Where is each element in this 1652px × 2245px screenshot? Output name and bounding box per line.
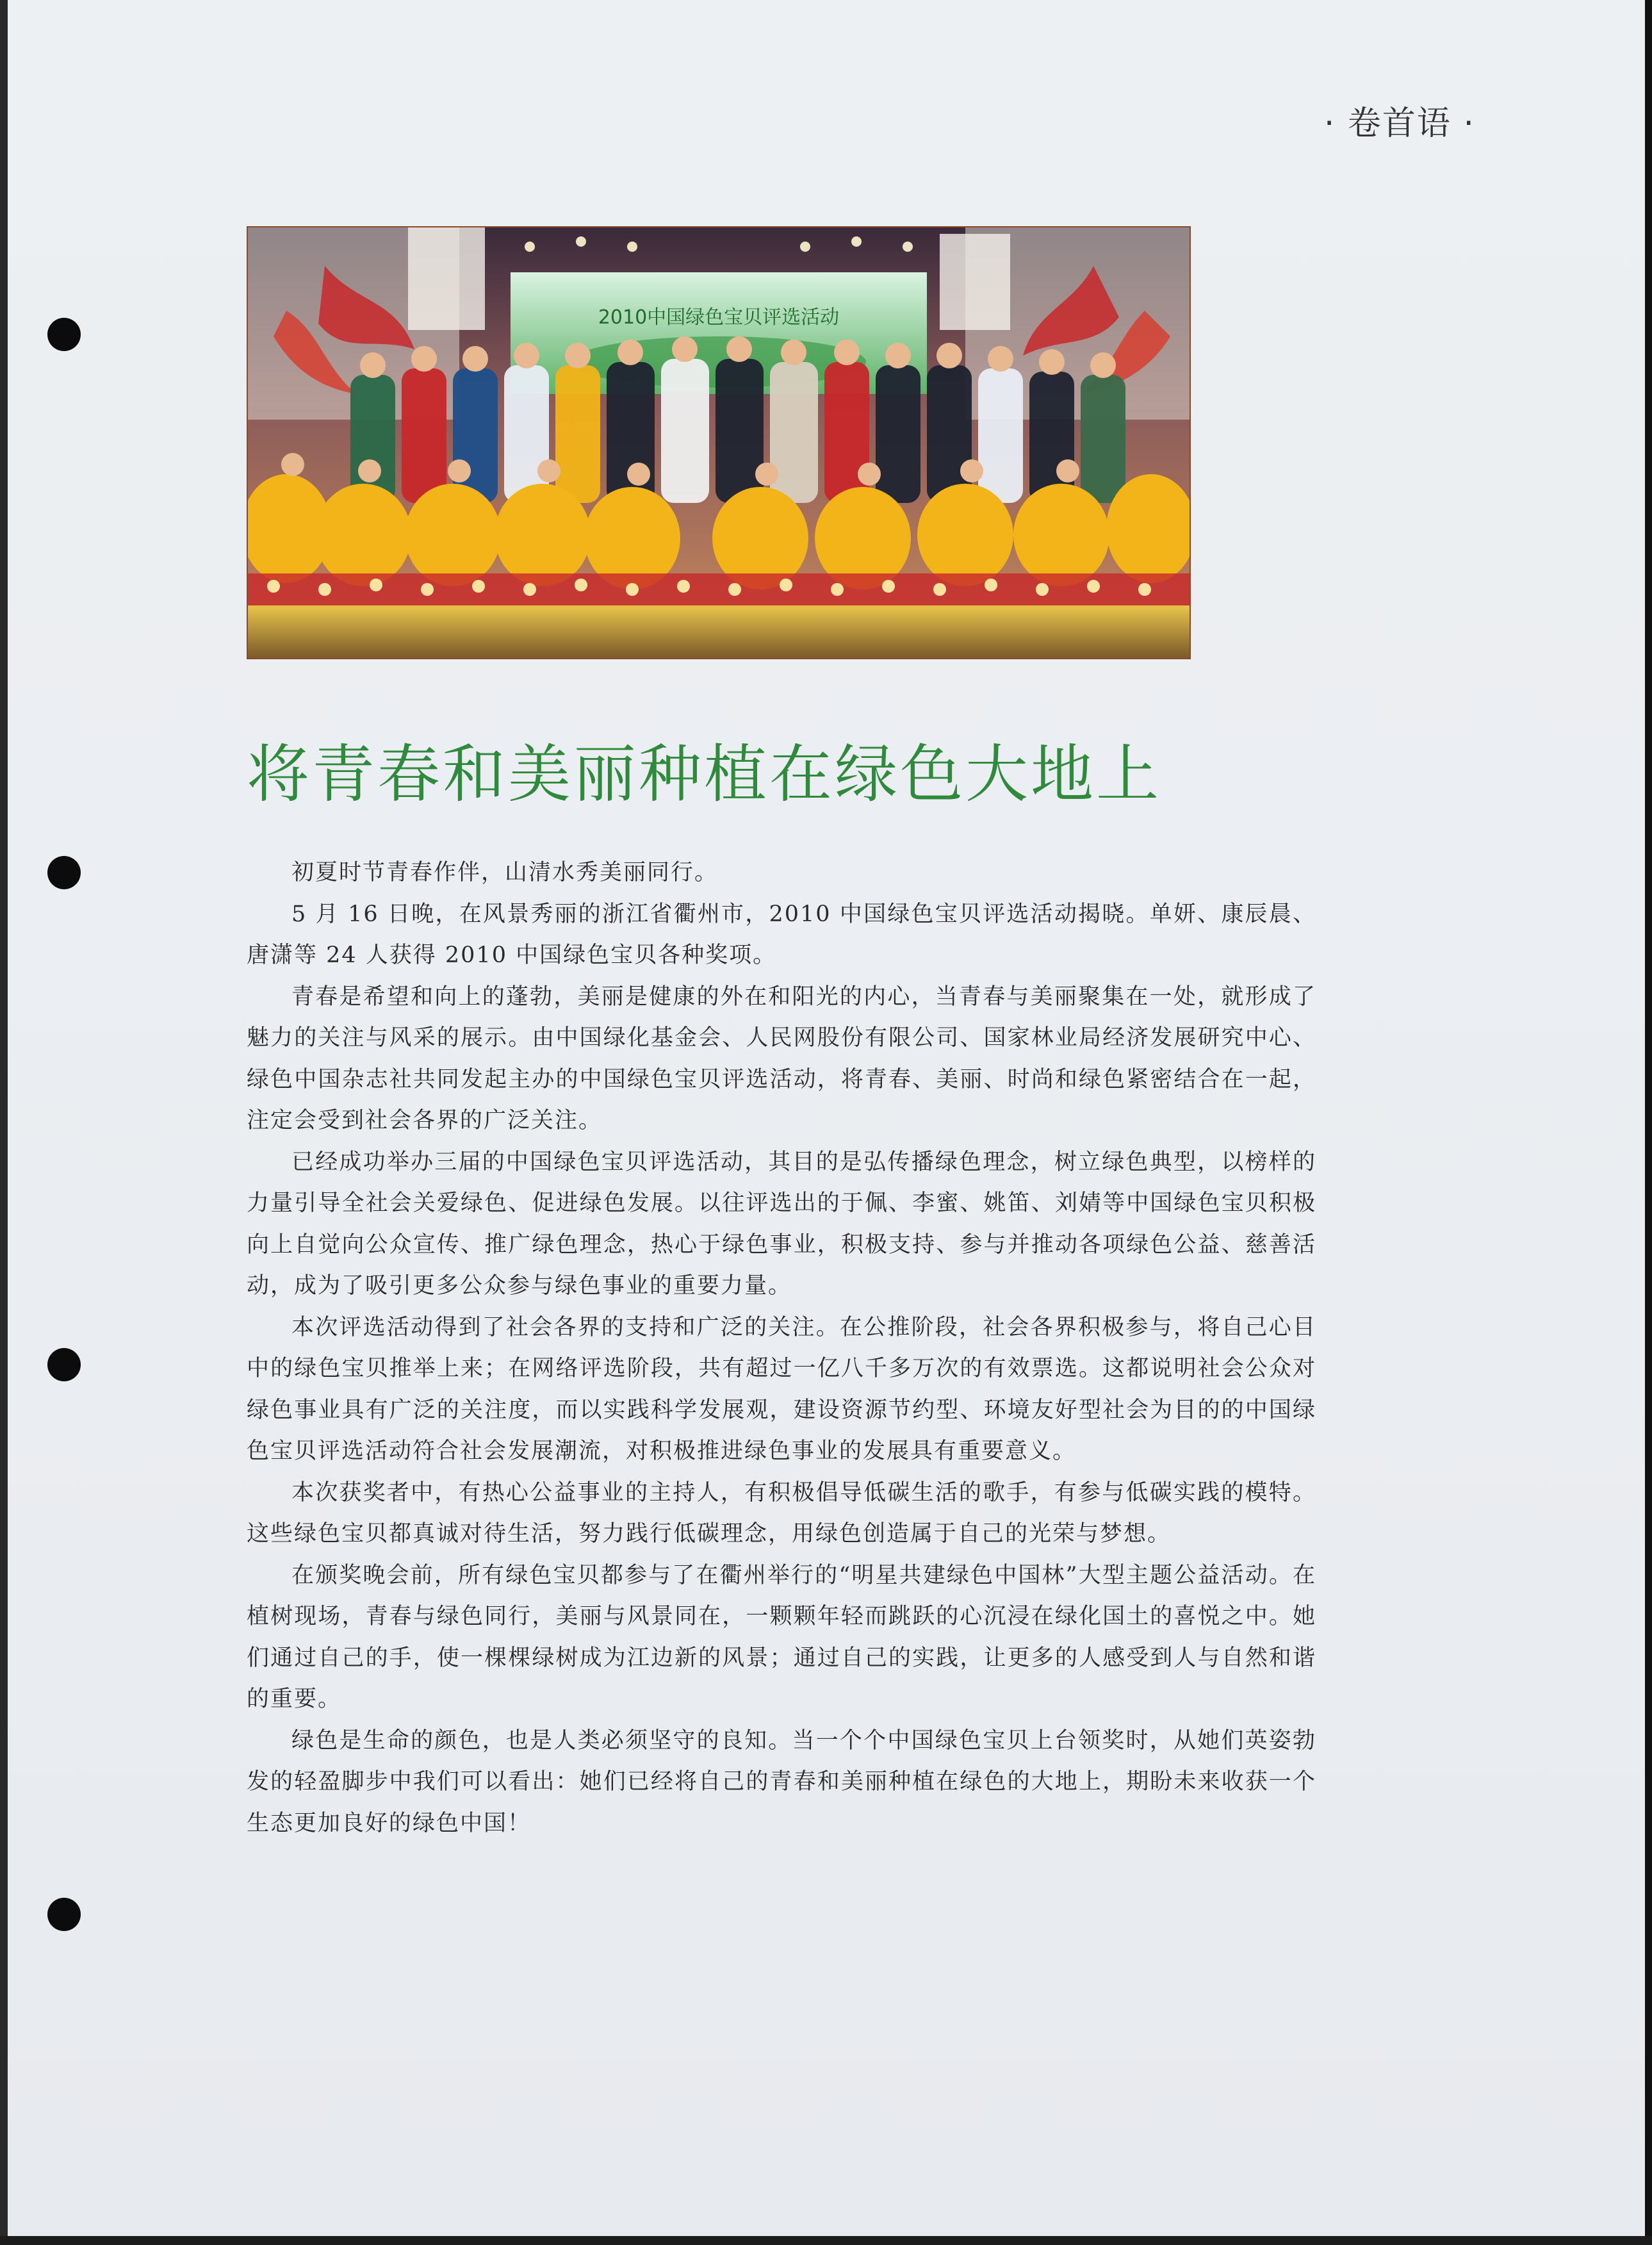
paragraph: 青春是希望和向上的蓬勃，美丽是健康的外在和阳光的内心，当青春与美丽聚集在一处，就形成了魅力的关注与风采的展示。由中国绿化基金会、人民网股份有限公司、国家林业局经济发展研究中心、绿色中国杂志社共同发起主办的中国绿色宝贝评选活动，将青春、美丽、时尚和绿色紧密结合在一起，注定会受到社会各界的广泛关注。: [247, 983, 1316, 1133]
article-body: [247, 852, 1316, 1844]
punch-hole: [47, 1898, 81, 1931]
photo-banner-text: 2010中国绿色宝贝评选活动: [598, 306, 840, 329]
event-photo: [247, 226, 1191, 659]
scan-border-bottom: [0, 2236, 1652, 2245]
scan-border-left: [0, 0, 8, 2245]
punch-hole: [47, 856, 81, 889]
paragraph: 本次评选活动得到了社会各界的支持和广泛的关注。在公推阶段，社会各界积极参与，将自己心目中的绿色宝贝推举上来；在网络评选阶段，共有超过一亿八千多万次的有效票选。这都说明社会公众对绿色事业具有广泛的关注度，而以实践科学发展观，建设资源节约型、环境友好型社会为目的的中国绿色宝贝评选活动符合社会发展潮流，对积极推进绿色事业的发展具有重要意义。: [247, 1314, 1316, 1464]
paragraph: 本次获奖者中，有热心公益事业的主持人，有积极倡导低碳生活的歌手，有参与低碳实践的模特。这些绿色宝贝都真诚对待生活，努力践行低碳理念，用绿色创造属于自己的光荣与梦想。: [247, 1479, 1316, 1547]
paragraph: 绿色是生命的颜色，也是人类必须坚守的良知。当一个个中国绿色宝贝上台领奖时，从她们英姿勃发的轻盈脚步中我们可以看出：她们已经将自己的青春和美丽种植在绿色的大地上，期盼未来收获一个生态更加良好的绿色中国！: [247, 1727, 1316, 1836]
article-title: 将青春和美丽种植在绿色大地上: [247, 738, 1162, 811]
paragraph: 初夏时节青春作伴，山清水秀美丽同行。: [291, 860, 719, 885]
punch-hole: [47, 1348, 81, 1381]
magazine-page: [8, 0, 1645, 2236]
punch-hole: [47, 318, 81, 351]
section-header: · 卷首语 ·: [1323, 104, 1475, 143]
paragraph: 5 月 16 日晚，在风景秀丽的浙江省衢州市，2010 中国绿色宝贝评选活动揭晓。单妍、康辰晨、唐潇等 24 人获得 2010 中国绿色宝贝各种奖项。: [247, 901, 1316, 968]
paragraph: 已经成功举办三届的中国绿色宝贝评选活动，其目的是弘传播绿色理念，树立绿色典型，以榜样的力量引导全社会关爱绿色、促进绿色发展。以往评选出的于佩、李蜜、姚笛、刘婧等中国绿色宝贝积极向上自觉向公众宣传、推广绿色理念，热心于绿色事业，积极支持、参与并推动各项绿色公益、慈善活动，成为了吸引更多公众参与绿色事业的重要力量。: [247, 1149, 1316, 1299]
paragraph: 在颁奖晚会前，所有绿色宝贝都参与了在衢州举行的“明星共建绿色中国林”大型主题公益活动。在植树现场，青春与绿色同行，美丽与风景同在，一颗颗年轻而跳跃的心沉浸在绿化国土的喜悦之中。她们通过自己的手，使一棵棵绿树成为江边新的风景；通过自己的实践，让更多的人感受到人与自然和谐的重要。: [247, 1562, 1316, 1712]
